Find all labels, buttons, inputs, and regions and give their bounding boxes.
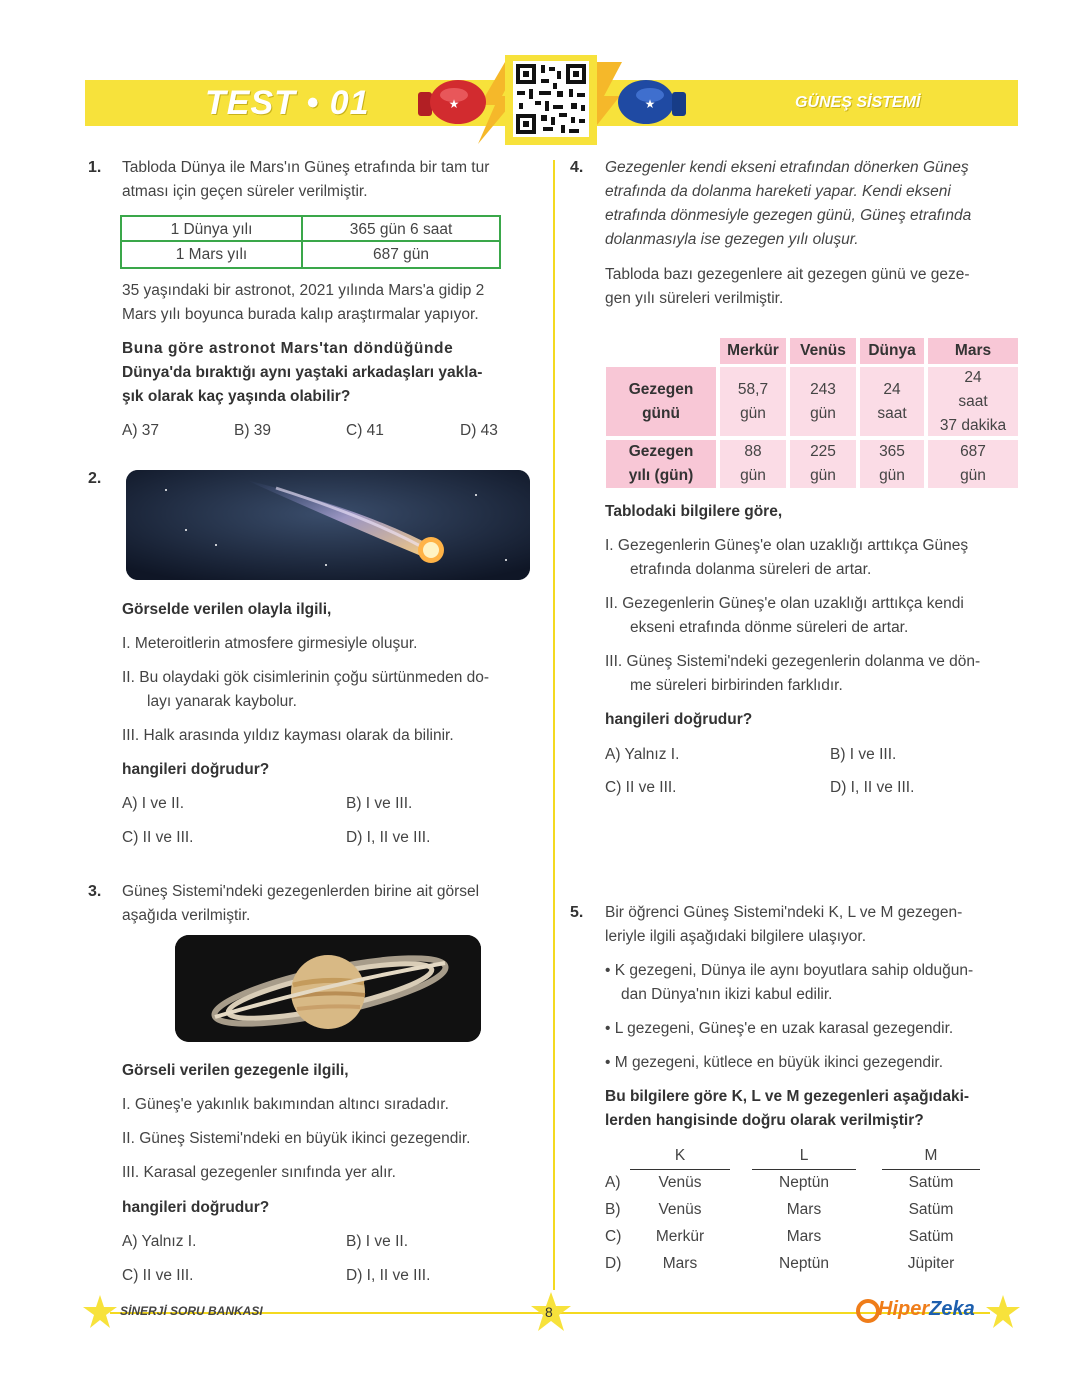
q3-item-1: I. Güneş'e yakınlık bakımından altıncı sıradadır. xyxy=(122,1096,449,1113)
brand-suffix: Zeka xyxy=(929,1298,975,1320)
table-cell: 1 Dünya yılı xyxy=(122,217,303,242)
option-l: Neptün xyxy=(779,1174,829,1191)
cell-unit: gün xyxy=(740,467,766,484)
q1-body-line1: 35 yaşındaki bir astronot, 2021 yılında Mars'a gidip 2 xyxy=(122,282,485,299)
q2-item-2-line1: II. Bu olaydaki gök cisimlerinin çoğu sürtünmeden do- xyxy=(122,669,490,686)
table-cell xyxy=(790,440,856,488)
q4-item-3-line2: me süreleri birbirinden farklıdır. xyxy=(630,677,843,694)
q2-option-a[interactable]: A) I ve II. xyxy=(122,795,185,812)
q3-option-d[interactable]: D) I, II ve III. xyxy=(346,1267,431,1284)
q2-item-1: I. Meteroitlerin atmosfere girmesiyle oluşur. xyxy=(122,635,418,652)
q2-item-3: III. Halk arasında yıldız kayması olarak da bilinir. xyxy=(122,727,454,744)
q2-lead: Görselde verilen olayla ilgili, xyxy=(122,601,332,618)
cell-value: 88 xyxy=(744,443,762,460)
cell-value: 365 xyxy=(879,443,905,460)
cell-unit: gün xyxy=(879,467,905,484)
red-boxing-glove-icon xyxy=(418,78,488,126)
q3-number: 3. xyxy=(88,883,102,900)
cell-unit: gün xyxy=(810,467,836,484)
option-l: Mars xyxy=(786,1228,822,1245)
cell-value: 225 xyxy=(810,443,836,460)
q1-body-line2: Mars yılı boyunca burada kalıp araştırmalar yapıyor. xyxy=(122,306,479,323)
cell-value: 687 xyxy=(960,443,986,460)
table-row-header xyxy=(606,440,716,488)
option-l: Mars xyxy=(786,1201,822,1218)
q2-option-d[interactable]: D) I, II ve III. xyxy=(346,829,431,846)
row-header-text: yılı (gün) xyxy=(628,467,694,484)
option-letter: A) xyxy=(605,1174,621,1191)
option-letter: B) xyxy=(605,1201,621,1218)
q2-item-2-line2: layı yanarak kaybolur. xyxy=(147,693,297,710)
row-header-text: günü xyxy=(642,404,680,422)
q5-header-underline xyxy=(752,1169,856,1170)
q1-question-line3: şık olarak kaç yaşında olabilir? xyxy=(122,388,351,405)
q4-item-2-line2: ekseni etrafında dönme süreleri de artar. xyxy=(630,619,909,636)
q1-option-b[interactable]: B) 39 xyxy=(234,422,272,439)
table-cell xyxy=(928,440,1018,488)
q2-number: 2. xyxy=(88,470,102,487)
q3-intro-line2: aşağıda verilmiştir. xyxy=(122,907,251,924)
q4-intro-line2: etrafında da dolanma hareketi yapar. Kendi ekseni xyxy=(605,183,951,200)
q1-option-c[interactable]: C) 41 xyxy=(346,422,384,439)
q4-number: 4. xyxy=(570,159,584,176)
q3-option-a[interactable]: A) Yalnız I. xyxy=(122,1233,197,1250)
star-icon xyxy=(82,1294,118,1330)
option-letter: D) xyxy=(605,1255,622,1272)
brand-prefix: Hiper xyxy=(878,1298,930,1320)
q5-question-line2: lerden hangisinde doğru olarak verilmiştir? xyxy=(605,1112,924,1129)
q4-item-3-line1: III. Güneş Sistemi'ndeki gezegenlerin dolanma ve dön- xyxy=(605,653,981,670)
table-row xyxy=(122,217,499,242)
q3-lead: Görseli verilen gezegenle ilgili, xyxy=(122,1062,349,1079)
q5-bullet-2: • L gezegeni, Güneş'e en uzak karasal gezegendir. xyxy=(605,1020,954,1037)
q4-option-c[interactable]: C) II ve III. xyxy=(605,779,677,796)
q4-intro-line3: etrafında dönmesiyle gezegen günü, Güneş etrafında xyxy=(605,207,972,224)
q1-question-line1: Buna göre astronot Mars'tan döndüğünde xyxy=(122,340,454,357)
cell-value: 24 xyxy=(883,380,901,398)
row-header-text: Gezegen xyxy=(628,380,694,398)
cell-value: 24 xyxy=(964,368,982,386)
q2-option-c[interactable]: C) II ve III. xyxy=(122,829,194,846)
q4-question: hangileri doğrudur? xyxy=(605,711,753,728)
table-header: Dünya xyxy=(860,338,924,364)
q5-header-underline xyxy=(882,1169,980,1170)
q4-option-b[interactable]: B) I ve III. xyxy=(830,746,897,763)
test-title: TEST • 01 xyxy=(205,84,370,122)
page-number: 8 xyxy=(545,1304,553,1320)
q5-question-line1: Bu bilgilere göre K, L ve M gezegenleri aşağıdaki- xyxy=(605,1088,970,1105)
q4-body-line2: gen yılı süreleri verilmiştir. xyxy=(605,290,784,307)
table-cell xyxy=(720,440,786,488)
q5-number: 5. xyxy=(570,904,584,921)
svg-text:★: ★ xyxy=(644,97,656,111)
option-k: Venüs xyxy=(658,1201,702,1218)
q4-item-2-line1: II. Gezegenlerin Güneş'e olan uzaklığı arttıkça kendi xyxy=(605,595,964,612)
cell-unit: gün xyxy=(810,404,836,422)
star-icon xyxy=(985,1294,1021,1330)
option-m: Satüm xyxy=(908,1174,954,1191)
q4-lead: Tablodaki bilgilere göre, xyxy=(605,503,783,520)
q3-option-c[interactable]: C) II ve III. xyxy=(122,1267,194,1284)
svg-text:★: ★ xyxy=(448,97,460,111)
table-cell xyxy=(860,367,924,436)
footer-series-title: SİNERJİ SORU BANKASI xyxy=(120,1304,263,1318)
q1-table xyxy=(120,215,501,269)
table-cell xyxy=(928,367,1018,436)
q3-intro-line1: Güneş Sistemi'ndeki gezegenlerden birine ait görsel xyxy=(122,883,480,900)
table-header: Merkür xyxy=(720,338,786,364)
q5-intro-line2: leriyle ilgili aşağıdaki bilgilere ulaşıyor. xyxy=(605,928,867,945)
q3-question: hangileri doğrudur? xyxy=(122,1199,270,1216)
cell-unit: gün xyxy=(960,467,986,484)
cell-unit: 37 dakika xyxy=(939,416,1007,434)
q5-bullet-3: • M gezegeni, kütlece en büyük ikinci gezegendir. xyxy=(605,1054,944,1071)
q4-intro-line4: dolanmasıyla ise gezegen yılı oluşur. xyxy=(605,231,859,248)
brand-logo xyxy=(878,1298,975,1321)
table-row-header xyxy=(606,367,716,436)
cell-unit: saat xyxy=(958,392,988,410)
q1-number: 1. xyxy=(88,159,102,176)
q4-body-line1: Tabloda bazı gezegenlere ait gezegen günü ve geze- xyxy=(605,266,970,283)
option-m: Satüm xyxy=(908,1228,954,1245)
table-cell xyxy=(790,367,856,436)
option-m: Jüpiter xyxy=(907,1255,955,1272)
q5-header-underline xyxy=(630,1169,730,1170)
option-k: Venüs xyxy=(658,1174,702,1191)
q4-option-d[interactable]: D) I, II ve III. xyxy=(830,779,915,796)
q3-option-b[interactable]: B) I ve II. xyxy=(346,1233,409,1250)
blue-boxing-glove-icon xyxy=(616,78,686,126)
q5-header-m: M xyxy=(924,1147,938,1164)
table-cell xyxy=(720,367,786,436)
q3-item-3: III. Karasal gezegenler sınıfında yer alır. xyxy=(122,1164,396,1181)
q4-item-1-line1: I. Gezegenlerin Güneş'e olan uzaklığı arttıkça Güneş xyxy=(605,537,969,554)
q3-item-2: II. Güneş Sistemi'ndeki en büyük ikinci gezegendir. xyxy=(122,1130,471,1147)
q5-intro-line1: Bir öğrenci Güneş Sistemi'ndeki K, L ve M gezegen- xyxy=(605,904,963,921)
table-cell: 687 gün xyxy=(372,246,430,263)
q5-bullet-1-line1: • K gezegeni, Dünya ile aynı boyutlara sahip olduğun- xyxy=(605,962,974,979)
saturn-image xyxy=(175,935,481,1042)
table-cell: 365 gün 6 saat xyxy=(349,221,453,238)
cell-value: 58,7 xyxy=(737,380,769,398)
cell-unit: gün xyxy=(740,404,766,422)
q1-question-line2: Dünya'da bıraktığı aynı yaştaki arkadaşları yakla- xyxy=(122,364,483,381)
topic-title: GÜNEŞ SİSTEMİ xyxy=(795,94,921,111)
q4-option-a[interactable]: A) Yalnız I. xyxy=(605,746,680,763)
option-letter: C) xyxy=(605,1228,622,1245)
table-cell: 1 Mars yılı xyxy=(122,242,303,267)
q1-intro-line2: atması için geçen süreler verilmiştir. xyxy=(122,183,368,200)
row-header-text: Gezegen xyxy=(628,443,694,460)
option-k: Merkür xyxy=(655,1228,705,1245)
q1-option-d[interactable]: D) 43 xyxy=(460,422,498,439)
option-k: Mars xyxy=(662,1255,698,1272)
q5-header-k: K xyxy=(674,1147,686,1164)
column-divider xyxy=(553,160,555,1290)
cell-value: 243 xyxy=(810,380,836,398)
table-header: Mars xyxy=(928,338,1018,364)
meteor-image xyxy=(126,470,530,580)
option-l: Neptün xyxy=(779,1255,829,1272)
cell-unit: saat xyxy=(877,404,907,422)
q5-bullet-1-line2: dan Dünya'nın ikizi kabul edilir. xyxy=(621,986,833,1003)
q2-question: hangileri doğrudur? xyxy=(122,761,270,778)
q1-intro-line1: Tabloda Dünya ile Mars'ın Güneş etrafında bir tam tur xyxy=(122,159,490,176)
table-row xyxy=(122,242,499,267)
q1-option-a[interactable]: A) 37 xyxy=(122,422,160,439)
qr-code-icon[interactable] xyxy=(513,61,589,137)
option-m: Satüm xyxy=(908,1201,954,1218)
q4-intro-line1: Gezegenler kendi ekseni etrafından dönerken Güneş xyxy=(605,159,969,176)
table-header: Venüs xyxy=(790,338,856,364)
q2-option-b[interactable]: B) I ve III. xyxy=(346,795,413,812)
q4-item-1-line2: etrafında dolanma süreleri de artar. xyxy=(630,561,872,578)
q5-header-l: L xyxy=(799,1147,809,1164)
table-cell xyxy=(860,440,924,488)
